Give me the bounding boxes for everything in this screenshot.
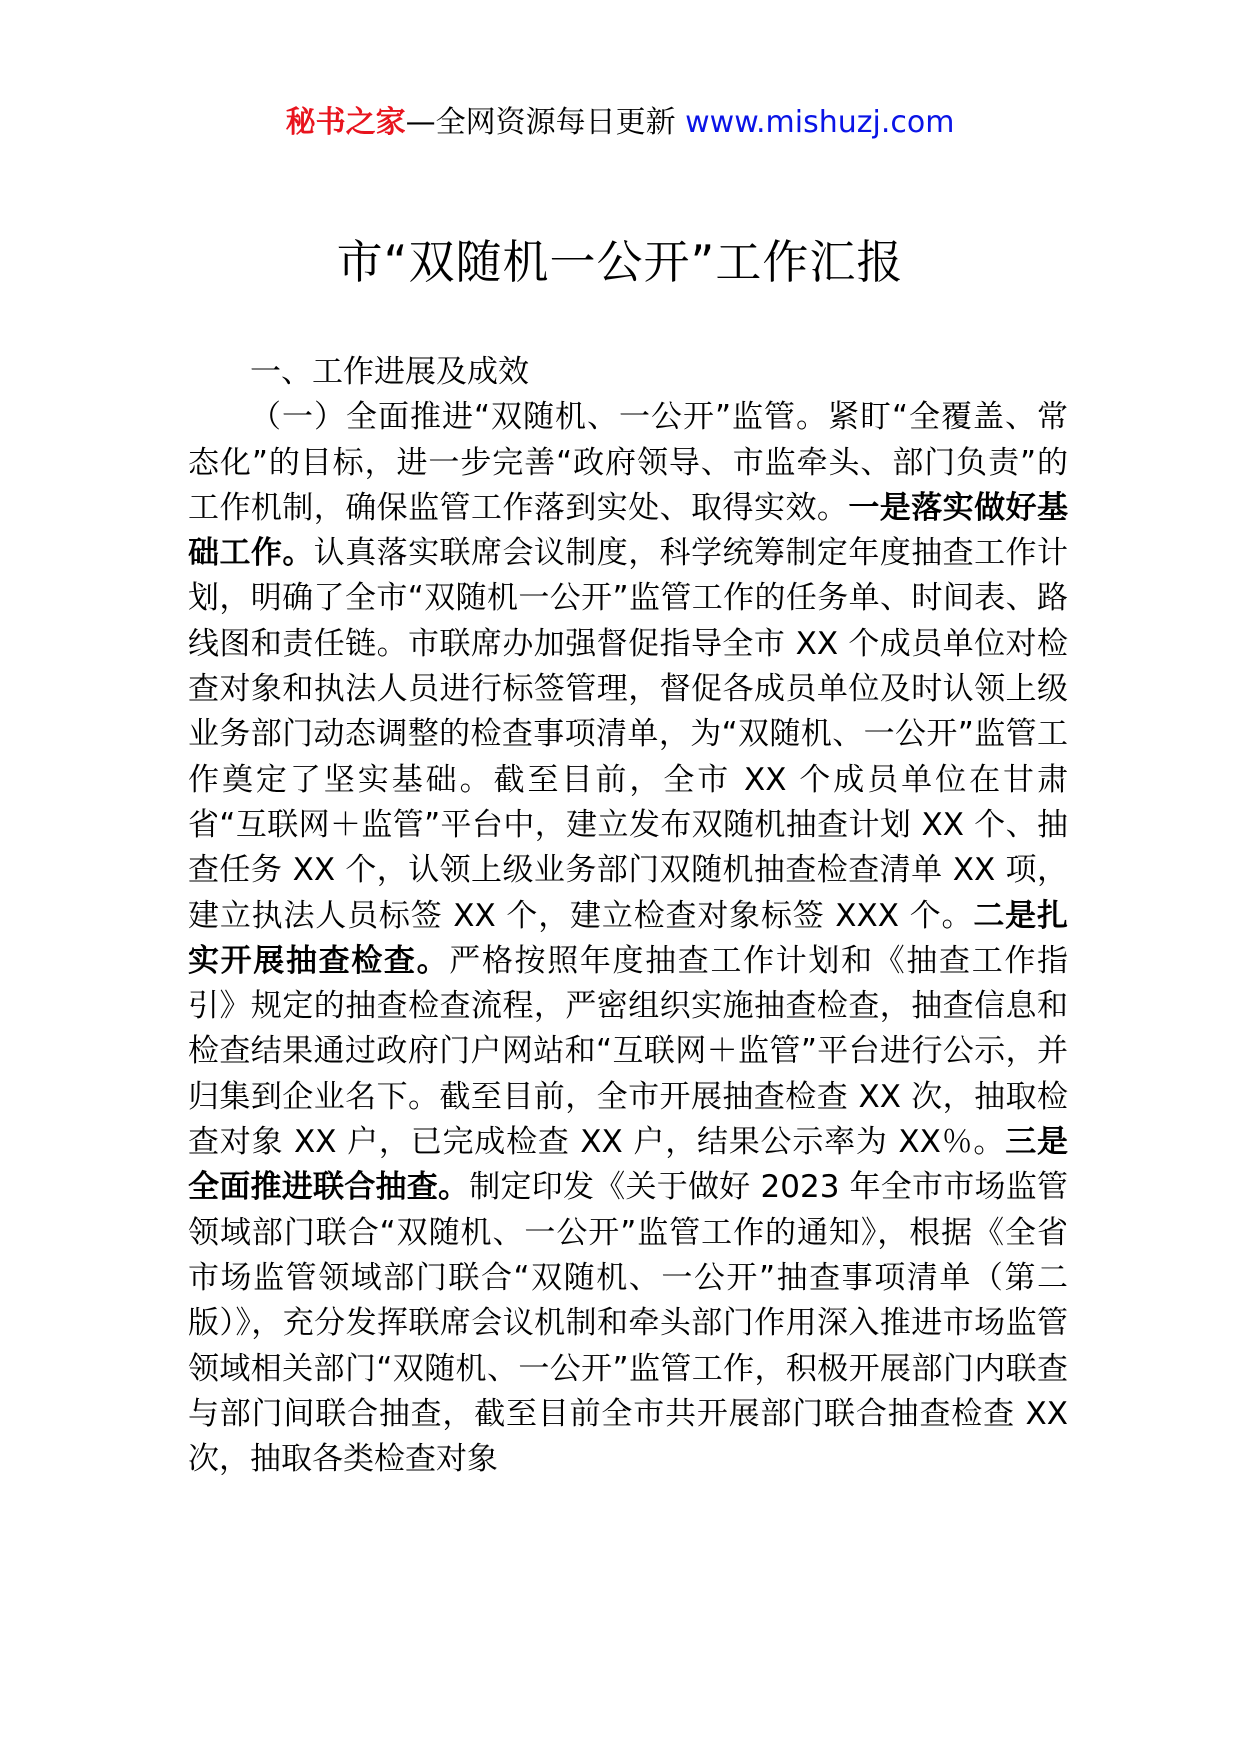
section-heading: 一、工作进展及成效 <box>250 354 529 390</box>
document-body <box>188 350 1068 1482</box>
paragraph-1-bold-2: 二是扎实开展抽查检查。 <box>188 897 1068 979</box>
paragraph-1-text-2: 认真落实联席会议制度，科学统筹制定年度抽查工作计划，明确了全市“双随机一公开”监管工作的任务单、时间表、路线图和责任链。市联席办加强督促指导全市 XX 个成员单位对检查对象和执法人员进行标签管理，督促各成员单位及时认领上级业务部门动态调整的检查事项清单，为“双随机、一公开”监管工作奠定了坚实基础。截至目前，全市 XX 个成员单位在甘肃省“互联网＋监管”平台中，建立发布双随机抽查计划 XX 个、抽查任务 XX 个，认领上级业务部门双随机抽查检查清单 XX 项，建立执法人员标签 XX 个，建立检查对象标签 XXX 个。 <box>188 535 1069 934</box>
site-tagline: —全网资源每日更新 <box>405 105 686 140</box>
paragraph-1-bold-1: 一是落实做好基础工作。 <box>188 489 1069 572</box>
document-title: 市“双随机一公开”工作汇报 <box>336 235 904 289</box>
paragraph-1-bold-3: 三是全面推进联合抽查。 <box>188 1124 1068 1206</box>
paragraph-1-text-3: 严格按照年度抽查工作计划和《抽查工作指引》规定的抽查检查流程，严密组织实施抽查检查，抽查信息和检查结果通过政府门户网站和“互联网＋监管”平台进行公示，并归集到企业名下。截至目前，全市开展抽查检查 XX 次，抽取检查对象 XX 户，已完成检查 XX 户，结果公示率为 XX％。 <box>188 942 1069 1161</box>
site-brand: 秘书之家 <box>285 105 406 140</box>
paragraph-1-text-4: 制定印发《关于做好 2023 年全市市场监管领域部门联合“双随机、一公开”监管工作的通知》，根据《全省市场监管领域部门联合“双随机、一公开”抽查事项清单（第二版）》，充分发挥联席会议机制和牵头部门作用深入推进市场监管领域相关部门“双随机、一公开”监管工作，积极开展部门内联查与部门间联合抽查，截至目前全市共开展部门联合抽查检查 XX 次，抽取各类检查对象 <box>188 1169 1068 1478</box>
paragraph-1-text-1: （一）全面推进“双随机、一公开”监管。紧盯“全覆盖、常态化”的目标，进一步完善“政府领导、市监牵头、部门负责”的工作机制，确保监管工作落到实处、取得实效。 <box>188 399 1068 526</box>
paragraph-1 <box>188 395 1068 1482</box>
site-url-link[interactable]: www.mishuzj.com <box>685 105 955 140</box>
site-header <box>0 100 1240 146</box>
